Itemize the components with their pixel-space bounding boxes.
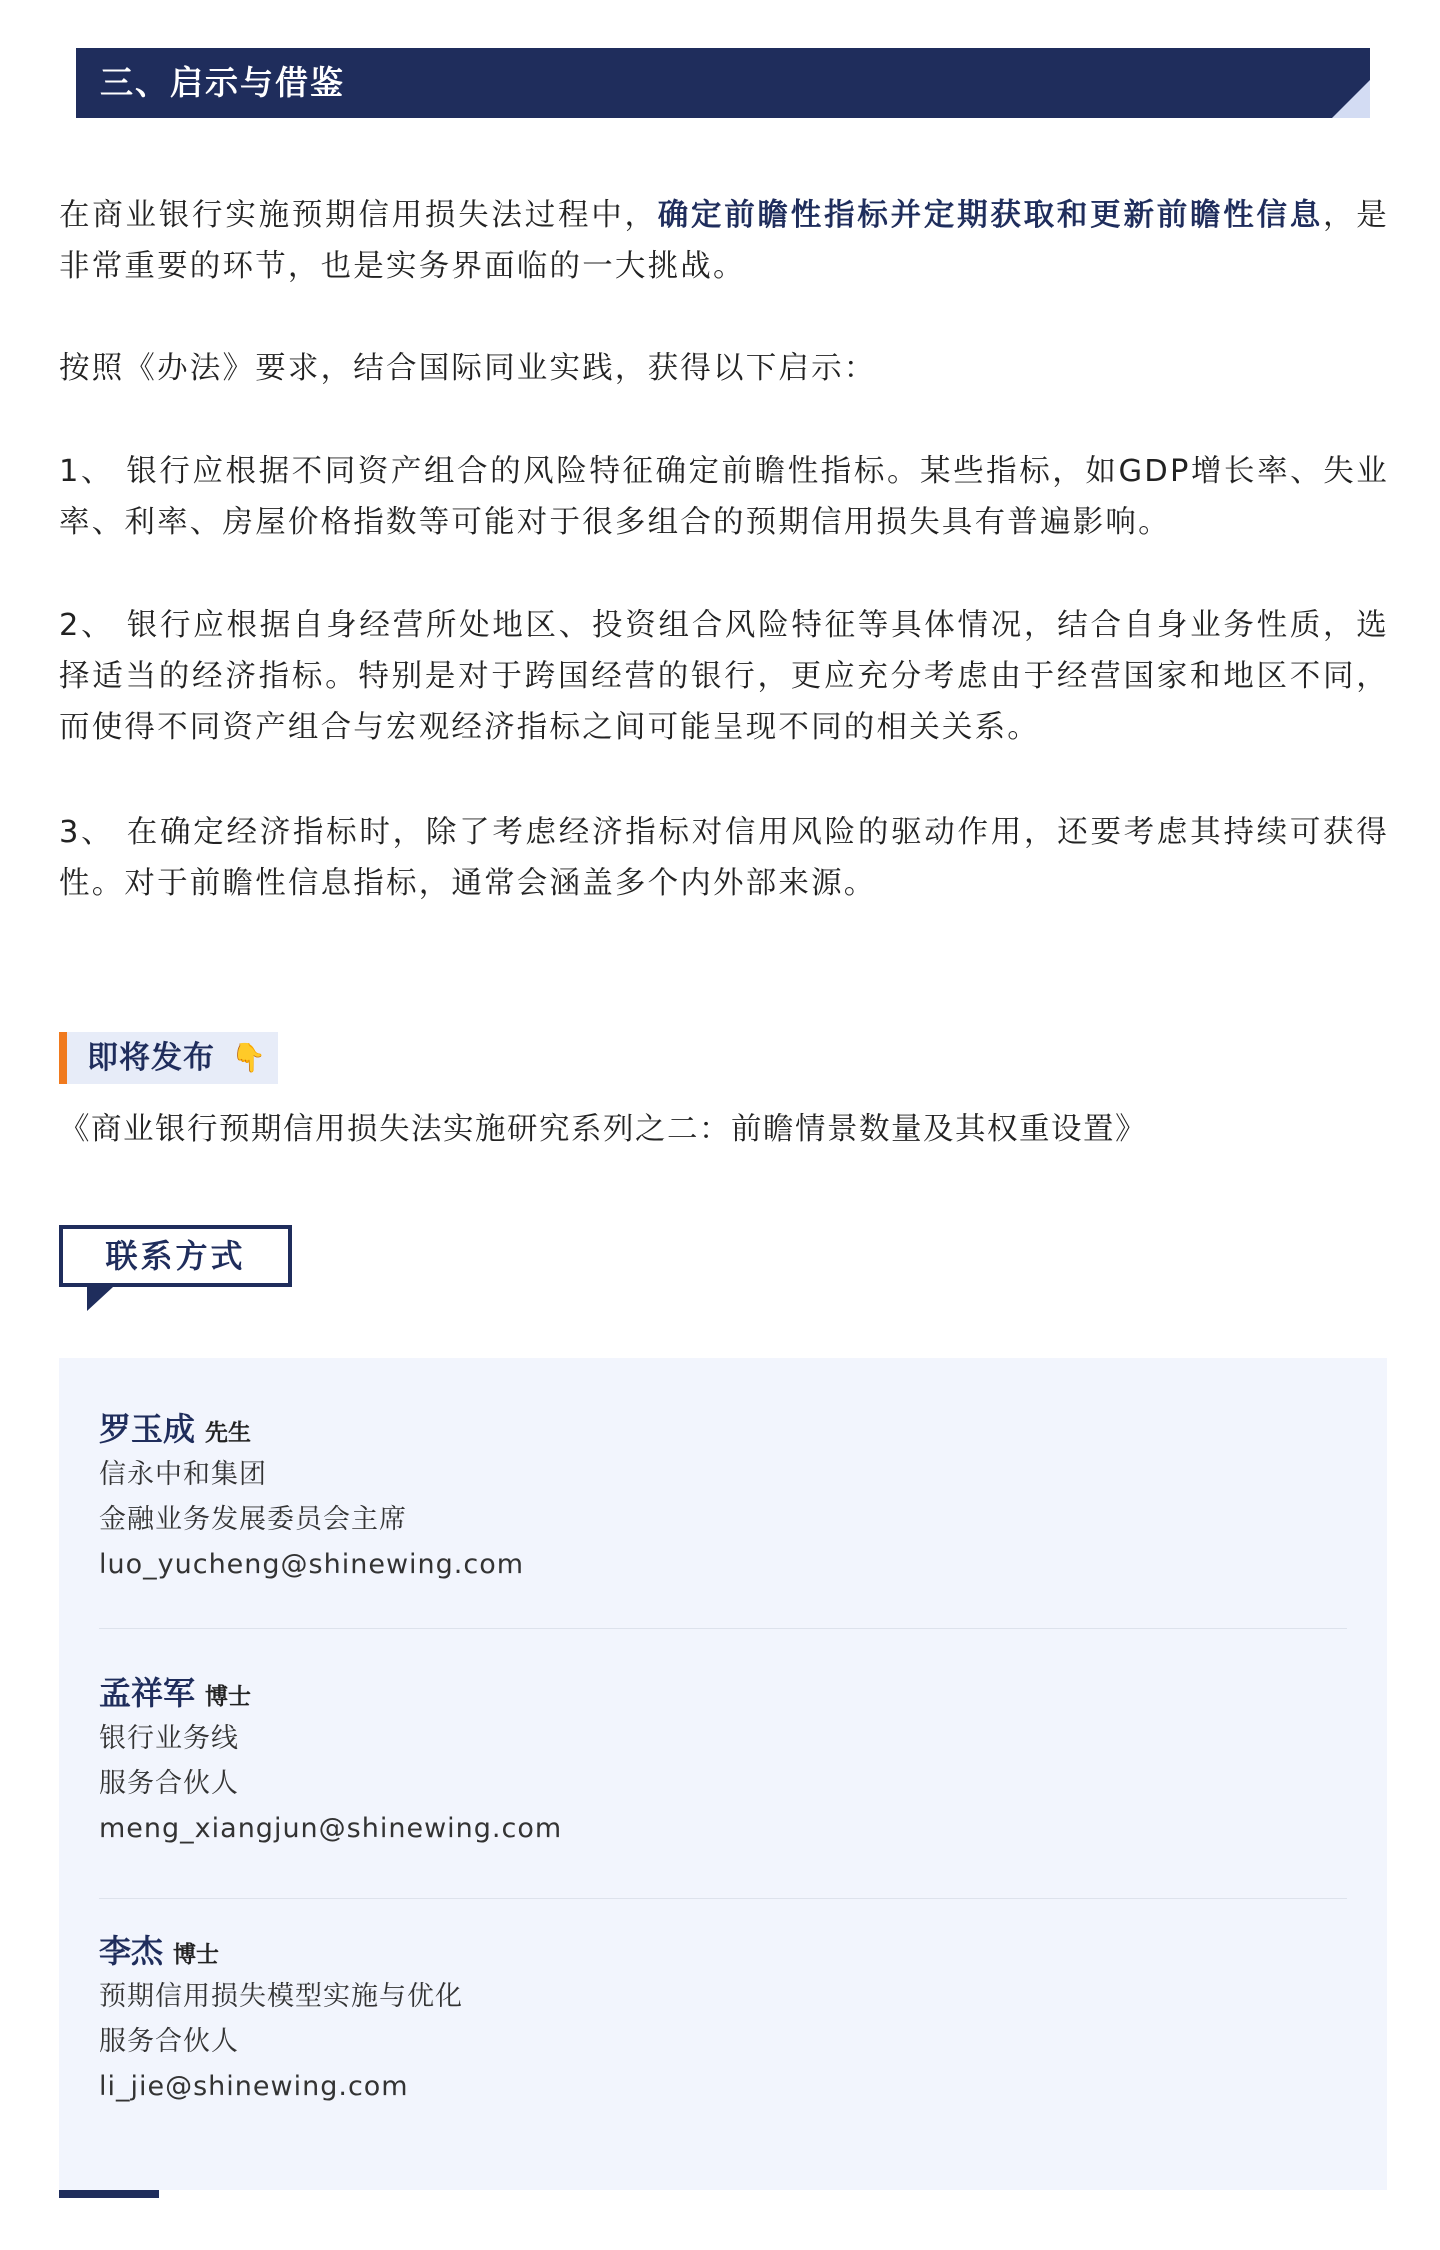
person-name: 孟祥军: [99, 1674, 196, 1712]
contact-heading: 联系方式: [105, 1237, 246, 1275]
person-email[interactable]: li_jie@shinewing.com: [99, 2071, 409, 2102]
intro-highlight: 确定前瞻性指标并定期获取和更新前瞻性信息: [657, 198, 1324, 233]
point-paragraph-3: 3、 在确定经济指标时，除了考虑经济指标对信用风险的驱动作用，还要考虑其持续可获得性。对于前瞻性信息指标，通常会涵盖多个内外部来源。: [59, 815, 1389, 901]
upcoming-label: [59, 1032, 278, 1084]
contact-person-2: [99, 1670, 1347, 1851]
section-title: 三、启示与借鉴: [100, 63, 345, 102]
contact-heading-box: [59, 1225, 292, 1287]
upcoming-title: 《商业银行预期信用损失法实施研究系列之二：前瞻情景数量及其权重设置》: [59, 1112, 1147, 1147]
person-org: 信永中和集团: [99, 1459, 267, 1490]
contact-card: [59, 1358, 1387, 2190]
contact-person-1: [99, 1406, 1347, 1587]
upcoming-accent-bar: [59, 1032, 67, 1084]
banner-fold-corner: [1332, 80, 1370, 118]
person-role: 金融业务发展委员会主席: [99, 1504, 407, 1535]
person-role: 服务合伙人: [99, 1768, 239, 1799]
contact-person-3: [99, 1928, 1347, 2109]
person-name: 李杰: [99, 1932, 164, 1970]
intro-text-after: ，是非常重要的环节，也是实务界面临的一大挑战。: [59, 198, 1389, 284]
person-honorific: 先生: [205, 1420, 252, 1446]
lead-paragraph: 按照《办法》要求，结合国际同业实践，获得以下启示：: [59, 351, 877, 386]
person-email[interactable]: meng_xiangjun@shinewing.com: [99, 1813, 563, 1844]
person-role: 服务合伙人: [99, 2026, 239, 2057]
section-banner: [76, 48, 1370, 118]
intro-paragraph: [59, 190, 1389, 292]
point-paragraph-1: 1、 银行应根据不同资产组合的风险特征确定前瞻性指标。某些指标，如GDP增长率、失业率、利率、房屋价格指数等可能对于很多组合的预期信用损失具有普遍影响。: [59, 454, 1389, 540]
point-paragraph-2: 2、 银行应根据自身经营所处地区、投资组合风险特征等具体情况，结合自身业务性质，选择适当的经济指标。特别是对于跨国经营的银行，更应充分考虑由于经营国家和地区不同，而使得不同资产组合与宏观经济指标之间可能呈现不同的相关关系。: [59, 608, 1389, 745]
person-honorific: 博士: [173, 1942, 220, 1968]
contact-divider: [99, 1628, 1347, 1629]
person-email[interactable]: luo_yucheng@shinewing.com: [99, 1549, 525, 1580]
heading-tail-icon: [87, 1287, 113, 1311]
person-org: 预期信用损失模型实施与优化: [99, 1981, 463, 2012]
card-bottom-accent: [59, 2190, 159, 2198]
upcoming-label-text: 即将发布: [87, 1040, 215, 1076]
person-name: 罗玉成: [99, 1410, 196, 1448]
pointing-down-icon: 👇: [231, 1041, 266, 1074]
contact-divider: [99, 1898, 1347, 1899]
intro-text-before: 在商业银行实施预期信用损失法过程中，: [59, 198, 658, 233]
person-honorific: 博士: [205, 1684, 252, 1710]
person-org: 银行业务线: [99, 1723, 239, 1754]
